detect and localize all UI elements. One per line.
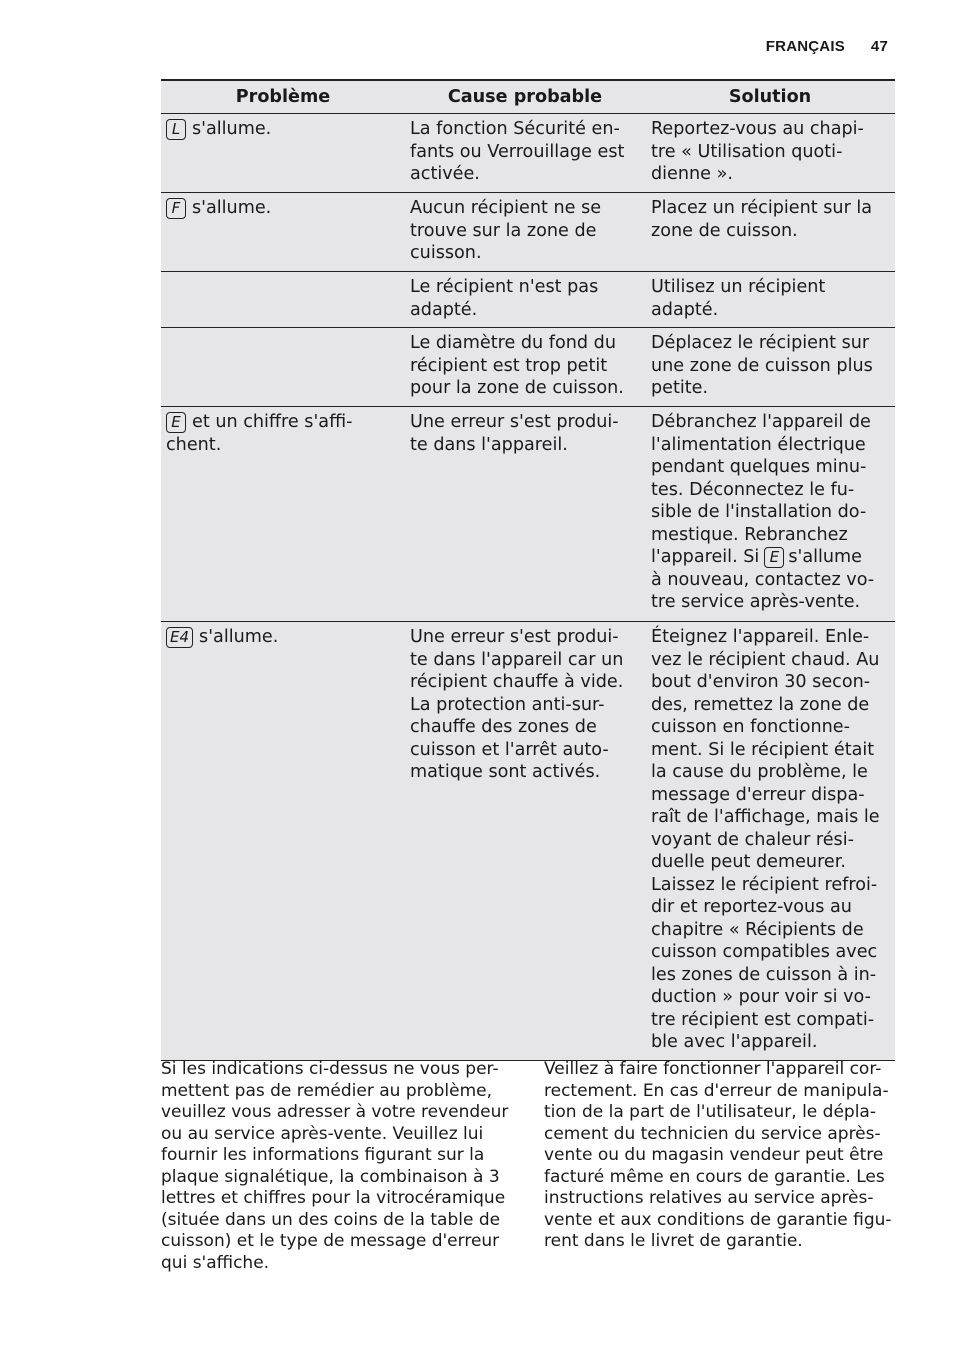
display-code-E4: E4 [166, 627, 193, 648]
table-row [161, 328, 895, 407]
display-code-F: F [166, 198, 186, 219]
problem-cell [161, 328, 405, 407]
table-row [161, 114, 895, 193]
solution-cell: Reportez-vous au chapi- tre « Utilisation quoti- dienne ». [645, 114, 895, 193]
solution-text-before: Débranchez l'appareil de l'alimentation électrique pendant quelques minu- tes. Déconnectez le fu- sible de l'installation do- mestique. Rebranchez l'appareil. Si [651, 412, 871, 567]
cause-cell: Une erreur s'est produi- te dans l'appareil. [405, 407, 645, 622]
cause-cell: Une erreur s'est produi- te dans l'appareil car un récipient chauffe à vide. La protection anti-sur- chauffe des zones de cuisson et l'arrêt auto- matique sont activés. [405, 622, 645, 1061]
problem-text: s'allume. [199, 627, 279, 647]
solution-cell: Éteignez l'appareil. Enle- vez le récipient chaud. Au bout d'environ 30 secon- des, remettez la zone de cuisson en fonctionne- ment. Si le récipient était la cause du problème, le message d'erreur dispa- raît de l'affichage, mais le voyant de chaleur rési- duelle peut demeurer. Laissez le récipient refroi- dir et reportez-vous au chapitre « Récipients de cuisson compatibles avec les zones de cuisson à in- duction » pour voir si vo- tre récipient est compati- ble avec l'appareil. [645, 622, 895, 1061]
display-code-E-inline: E [764, 547, 784, 568]
display-code-E: E [166, 412, 186, 433]
display-code-L: L [166, 119, 186, 140]
table-row [161, 193, 895, 272]
table-row [161, 272, 895, 328]
warranty-note-right: Veillez à faire fonctionner l'appareil cor- rectement. En cas d'erreur de manipula- tion de la part de l'utilisateur, le dépla- cement du technicien du service après- vente ou du magasin vendeur peut être facturé même en cours de garantie. Les instructions relatives au service après- vente et aux conditions de garantie figu- rent dans le livret de garantie. [544, 1059, 892, 1251]
column-header-problem: Problème [161, 80, 405, 114]
support-note-left: Si les indications ci-dessus ne vous per- mettent pas de remédier au problème, veuillez vous adresser à votre revendeur ou au service après-vente. Veuillez lui fournir les informations figurant sur la plaque signalétique, la combinaison à 3 lettres et chiffres pour la vitrocéramique (située dans un des coins de la table de cuisson) et le type de message d'erreur qui s'affiche. [161, 1059, 509, 1273]
problem-cell [161, 622, 405, 1061]
solution-cell: Déplacez le récipient sur une zone de cuisson plus petite. [645, 328, 895, 407]
problem-cell [161, 407, 405, 622]
cause-cell: Aucun récipient ne se trouve sur la zone de cuisson. [405, 193, 645, 272]
cause-cell: Le diamètre du fond du récipient est trop petit pour la zone de cuisson. [405, 328, 645, 407]
cause-cell: Le récipient n'est pas adapté. [405, 272, 645, 328]
section-title: FRANÇAIS [765, 38, 845, 55]
column-header-solution: Solution [645, 80, 895, 114]
solution-cell: Placez un récipient sur la zone de cuisson. [645, 193, 895, 272]
solution-cell: Utilisez un récipient adapté. [645, 272, 895, 328]
solution-cell [645, 407, 895, 622]
column-header-cause: Cause probable [405, 80, 645, 114]
problem-text: s'allume. [192, 198, 272, 218]
table-header-row [161, 80, 895, 114]
problem-text: s'allume. [192, 119, 272, 139]
problem-cell [161, 272, 405, 328]
page-number: 47 [870, 38, 888, 55]
page-header [766, 38, 888, 55]
table-row [161, 622, 895, 1061]
table-row [161, 407, 895, 622]
problem-cell [161, 193, 405, 272]
solution-text-after: s'allume à nouveau, contactez vo- tre service après-vente. [651, 547, 875, 612]
cause-cell: La fonction Sécurité en- fants ou Verrouillage est activée. [405, 114, 645, 193]
problem-cell [161, 114, 405, 193]
problem-text: et un chiffre s'affi- chent. [166, 412, 353, 455]
troubleshooting-table [161, 79, 895, 1061]
